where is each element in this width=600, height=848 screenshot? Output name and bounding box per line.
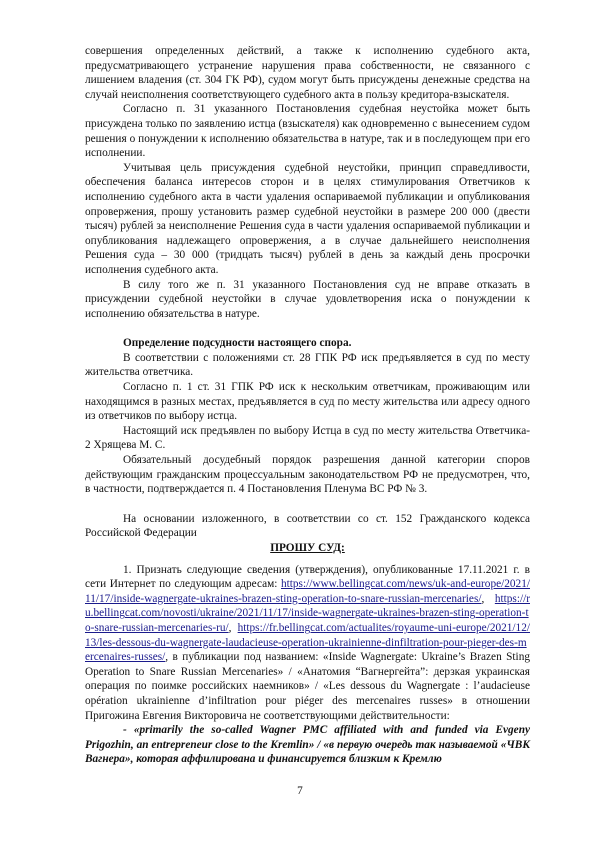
link-bellingcat-fr[interactable]: https://fr.bellingcat.com/actualites/royaume-uni-europe/2021/12/13/les-dessous-du-wagnergate-laudacieuse-operation-ukrainienne-dinfiltration-pour-pieger-des-mercenaires-russes/ — [85, 621, 530, 664]
request-item-1-intro: 1. Признать следующие сведения (утверждения), опубликованные 17.11.2021 г. в сети Интернет по следующим адресам: — [85, 563, 530, 591]
link-separator: , — [481, 592, 495, 605]
quote-dash: - — [123, 724, 134, 737]
link-bellingcat-en[interactable]: https://www.bellingcat.com/news/uk-and-europe/2021/11/17/inside-wagnergate-ukraines-brazen-sting-operation-to-snare-russian-mercenaries/ — [85, 578, 530, 605]
spacer — [85, 497, 530, 512]
link-separator: , — [228, 621, 238, 634]
link-bellingcat-ru[interactable]: https://ru.bellingcat.com/novosti/ukraine/2021/11/17/inside-wagnergate-ukraines-brazen-sting-operation-to-snare-russian-mercenaries-ru/ — [85, 592, 530, 634]
paragraph-disputed-quote — [85, 723, 530, 767]
paragraph-court-penalty-intro: совершения определенных действий, а также к исполнению судебного акта, предусматривающего устранение нарушения права собственности, не связанного с лишением владения (ст. 304 ГК РФ), судом могут быть присуждены денежные средства на случай неисполнения соответствующего судебного акта в пользу кредитора-взыскателя. — [85, 45, 530, 101]
paragraph-clause-31-refusal: В силу того же п. 31 указанного Постановления суд не вправе отказать в присуждении судебной неустойки в случае удовлетворения иска о понуждении к исполнению обязательства в натуре. — [85, 278, 530, 320]
paragraph-article-31: Согласно п. 1 ст. 31 ГПК РФ иск к нескольким ответчикам, проживающим или находящимся в разных местах, предъявляется в суд по месту жительства или адресу одного из ответчиков по выбору истца. — [85, 381, 530, 423]
section-heading-jurisdiction: Определение подсудности настоящего спора. — [123, 337, 352, 350]
paragraph-clause-31: Согласно п. 31 указанного Постановления судебная неустойка может быть присуждена только по заявлению истца (взыскателя) как одновременно с вынесением судом решения о понуждении к исполнению обязательства в натуре, так и в последующем при его исполнении. — [85, 103, 530, 160]
paragraph-article-28: В соответствии с положениями ст. 28 ГПК РФ иск предъявляется в суд по месту жительства ответчика. — [85, 351, 530, 379]
spacer — [85, 321, 530, 336]
spacer — [85, 556, 530, 563]
section-heading-request: ПРОШУ СУД: — [270, 542, 345, 554]
page-number: 7 — [297, 785, 303, 797]
paragraph-pretrial-procedure: Обязательный досудебный порядок разрешения данной категории споров действующим гражданским процессуальным законодательством РФ не предусмотрен, что, в частности, подтверждается п. 4 Постановления Пленума ВС РФ № 3. — [85, 454, 530, 496]
quote-russian: / «в первую очередь так называемой «ЧВК Вагнера», которая аффилирована и финансируется близким к Кремлю — [85, 738, 530, 766]
request-item-1-publication: , в публикации под названием: «Inside Wagnergate: Ukraine’s Brazen Sting Operation to Snare Russian Mercenaries» / «Анатомия “Вагнергейта”: дерзкая украинская операция по поимке российских наемников» / «Les dessous du Wagnergate : l’audacieuse opération ukrainienne d’infiltration pour piéger des mercenaires russes» в отношении Пригожина Евгения Викторовича не соответствующими действительности: — [85, 651, 530, 722]
paragraph-legal-basis: На основании изложенного, в соответствии со ст. 152 Гражданского кодекса Российской Федерации — [85, 512, 530, 540]
paragraph-plaintiff-choice: Настоящий иск предъявлен по выбору Истца в суд по месту жительства Ответчика- 2 Хрящева М. С. — [85, 424, 530, 452]
paragraph-request-item-1 — [85, 563, 530, 724]
quote-english: «primarily the so-called Wagner PMC affiliated with and funded via Evgeny Prigozhin, an entrepreneur close to the Kremlin» — [85, 724, 530, 751]
paragraph-penalty-amount: Учитывая цель присуждения судебной неустойки, принцип справедливости, обеспечения баланса интересов сторон и в целях стимулирования Ответчиков к исполнению судебного акта в части удаления оспариваемой публикации и опубликования опровержения, прошу установить размер судебной неустойки в размере 200 000 (двести тысяч) рублей за неисполнение Решения суда в части удаления оспариваемой публикации и опубликования надлежащего опровержения, а в случае дальнейшего неисполнения Решения суда – 30 000 (тридцать тысяч) рублей в день за каждый день просрочки исполнения судебного акта. — [85, 161, 530, 276]
document-body — [85, 44, 530, 767]
